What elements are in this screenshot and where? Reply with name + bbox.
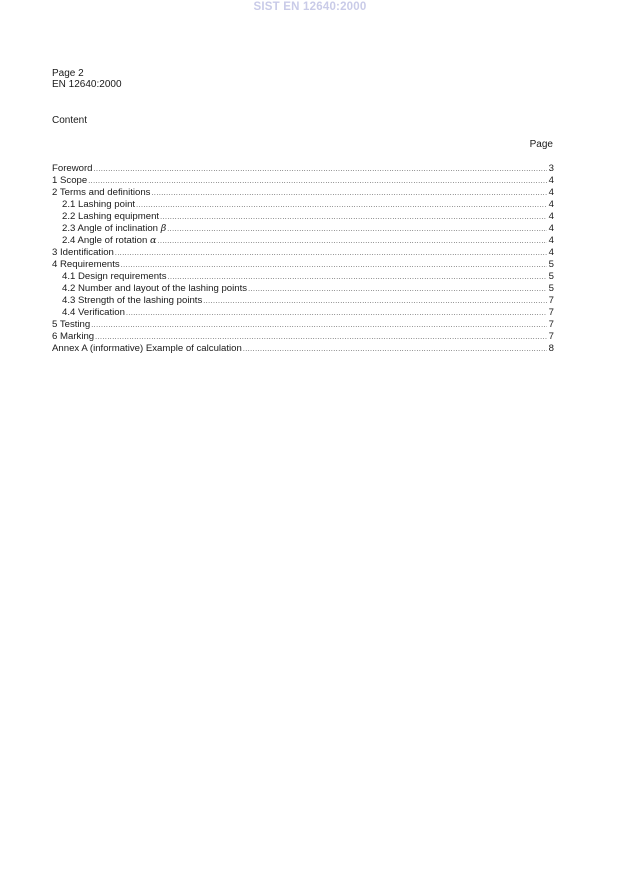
toc-entry-title-text: 4.2 Number and layout of the lashing points bbox=[62, 283, 248, 294]
toc-entry-title bbox=[52, 343, 242, 355]
toc-entry[interactable] bbox=[52, 331, 554, 343]
toc-entry[interactable] bbox=[52, 175, 554, 187]
toc-entry[interactable] bbox=[52, 271, 554, 283]
toc-entry-title bbox=[52, 163, 93, 175]
toc-entry-title-text: 2.4 Angle of rotation bbox=[62, 235, 151, 246]
toc-entry-page: 5 bbox=[548, 283, 554, 294]
toc-entry-page: 4 bbox=[548, 199, 554, 210]
toc-entry-title-text: 5 Testing bbox=[52, 319, 91, 330]
standard-number: EN 12640:2000 bbox=[52, 79, 122, 90]
toc-entry-title bbox=[52, 247, 114, 259]
table-of-contents bbox=[52, 163, 554, 355]
toc-entry-title bbox=[62, 295, 202, 307]
toc-entry-page: 7 bbox=[548, 307, 554, 318]
toc-dot-leader bbox=[94, 164, 547, 176]
toc-entry-title-text: 2 Terms and definitions bbox=[52, 187, 151, 198]
toc-dot-leader bbox=[248, 284, 547, 296]
toc-entry[interactable] bbox=[52, 223, 554, 235]
toc-entry-title bbox=[62, 199, 135, 211]
toc-entry-page: 4 bbox=[548, 211, 554, 222]
toc-entry-title-text: 6 Marking bbox=[52, 331, 95, 342]
toc-entry[interactable] bbox=[52, 163, 554, 175]
toc-entry[interactable] bbox=[52, 211, 554, 223]
toc-entry-title-text: 2.2 Lashing equipment bbox=[62, 211, 160, 222]
toc-dot-leader bbox=[151, 188, 547, 200]
toc-entry-title bbox=[62, 283, 247, 295]
toc-entry-page: 7 bbox=[548, 331, 554, 342]
toc-entry-title bbox=[52, 331, 94, 343]
toc-dot-leader bbox=[243, 344, 547, 356]
toc-entry-page: 7 bbox=[548, 319, 554, 330]
page-header bbox=[52, 68, 122, 90]
toc-entry-title bbox=[62, 211, 159, 223]
toc-entry-title-text: Foreword bbox=[52, 163, 93, 174]
toc-entry[interactable] bbox=[52, 259, 554, 271]
toc-entry-title-text: Annex A (informative) Example of calculation bbox=[52, 343, 242, 354]
toc-entry-title-text: 2.1 Lashing point bbox=[62, 199, 136, 210]
toc-entry-page: 5 bbox=[548, 259, 554, 270]
toc-entry[interactable] bbox=[52, 319, 554, 331]
watermark: SIST EN 12640:2000 bbox=[253, 1, 367, 13]
page-column-label: Page bbox=[529, 139, 553, 150]
toc-entry-page: 5 bbox=[548, 271, 554, 282]
toc-entry[interactable] bbox=[52, 235, 554, 247]
toc-entry[interactable] bbox=[52, 343, 554, 355]
toc-entry[interactable] bbox=[52, 295, 554, 307]
toc-entry-title bbox=[62, 235, 157, 247]
toc-dot-leader bbox=[91, 320, 547, 332]
toc-dot-leader bbox=[126, 308, 547, 320]
toc-entry[interactable] bbox=[52, 187, 554, 199]
toc-entry-title-text: 4.1 Design requirements bbox=[62, 271, 167, 282]
toc-entry-title-text: 1 Scope bbox=[52, 175, 88, 186]
toc-entry-page: 4 bbox=[548, 175, 554, 186]
toc-entry-title-text: 4.4 Verification bbox=[62, 307, 125, 318]
toc-dot-leader bbox=[160, 212, 547, 224]
toc-dot-leader bbox=[136, 200, 547, 212]
toc-entry-page: 4 bbox=[548, 235, 554, 246]
toc-dot-leader bbox=[158, 236, 548, 248]
toc-entry-title bbox=[52, 187, 150, 199]
toc-entry-page: 8 bbox=[548, 343, 554, 354]
page-number: Page 2 bbox=[52, 68, 84, 79]
toc-entry-title bbox=[52, 175, 87, 187]
toc-entry-page: 7 bbox=[548, 295, 554, 306]
toc-entry-title-text: 2.3 Angle of inclination bbox=[62, 223, 161, 234]
toc-entry[interactable] bbox=[52, 247, 554, 259]
toc-entry-page: 4 bbox=[548, 223, 554, 234]
toc-entry[interactable] bbox=[52, 199, 554, 211]
toc-entry-title-text: 4.3 Strength of the lashing points bbox=[62, 295, 203, 306]
toc-entry-page: 4 bbox=[548, 187, 554, 198]
toc-entry[interactable] bbox=[52, 283, 554, 295]
toc-entry-title bbox=[52, 319, 90, 331]
toc-entry-title-text: 3 Identification bbox=[52, 247, 114, 258]
toc-entry-title bbox=[62, 271, 167, 283]
toc-dot-leader bbox=[115, 248, 547, 260]
toc-entry-page: 3 bbox=[548, 163, 554, 174]
toc-entry-greek-symbol: α bbox=[150, 235, 157, 246]
toc-entry-title bbox=[62, 307, 125, 319]
toc-entry-title bbox=[62, 223, 166, 235]
toc-entry-greek-symbol: β bbox=[160, 223, 167, 234]
toc-entry-title-text: 4 Requirements bbox=[52, 259, 120, 270]
toc-dot-leader bbox=[167, 224, 547, 236]
toc-entry-title bbox=[52, 259, 120, 271]
content-heading: Content bbox=[52, 115, 88, 126]
toc-dot-leader bbox=[121, 260, 547, 272]
toc-dot-leader bbox=[88, 176, 547, 188]
toc-entry-page: 4 bbox=[548, 247, 554, 258]
toc-entry[interactable] bbox=[52, 307, 554, 319]
toc-dot-leader bbox=[203, 296, 547, 308]
